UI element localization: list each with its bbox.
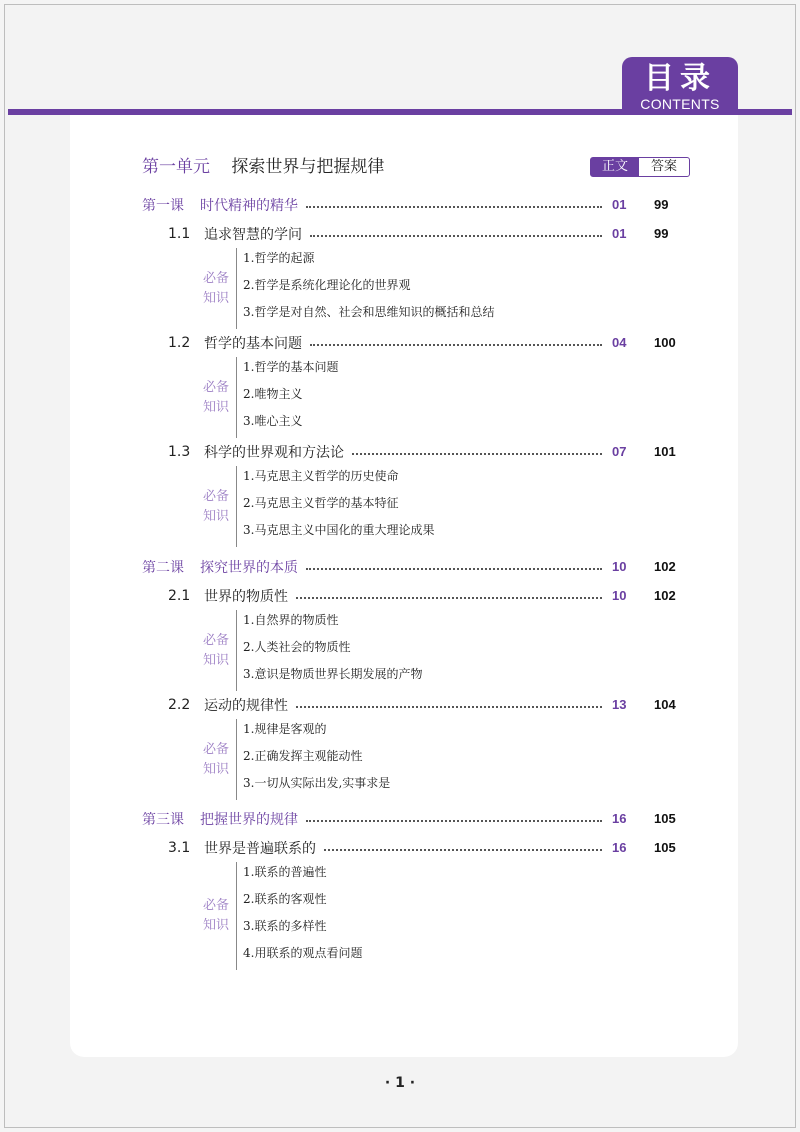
- lesson-page[interactable]: 16: [612, 811, 627, 826]
- section-page[interactable]: 07: [612, 444, 627, 459]
- lesson-page[interactable]: 01: [612, 197, 627, 212]
- knowledge-label: 知识: [202, 290, 229, 306]
- knowledge-bracket: [236, 719, 242, 800]
- knowledge-item: 1.哲学的起源: [243, 251, 315, 265]
- section-row[interactable]: [168, 695, 610, 715]
- lesson-row[interactable]: [142, 809, 610, 829]
- knowledge-item: 1.马克思主义哲学的历史使命: [243, 469, 399, 483]
- knowledge-label: 必备: [202, 741, 229, 757]
- knowledge-item: 1.联系的普遍性: [243, 865, 327, 879]
- section-number: 1.3: [168, 444, 191, 460]
- knowledge-label: 必备: [202, 270, 229, 286]
- section-page[interactable]: 10: [612, 588, 627, 603]
- knowledge-item: 1.哲学的基本问题: [243, 360, 339, 374]
- knowledge-label: 知识: [202, 652, 229, 668]
- section-answer-page[interactable]: 101: [654, 444, 676, 459]
- knowledge-item: 3.意识是物质世界长期发展的产物: [243, 667, 423, 681]
- section-title: 世界的物质性: [204, 589, 288, 605]
- lesson-title: 时代精神的精华: [200, 198, 298, 214]
- knowledge-bracket: [236, 610, 242, 691]
- section-number: 3.1: [168, 840, 191, 856]
- section-answer-page[interactable]: 104: [654, 697, 676, 712]
- lesson-title: 把握世界的规律: [200, 812, 298, 828]
- knowledge-item: 3.哲学是对自然、社会和思维知识的概括和总结: [243, 305, 495, 319]
- contents-subtitle: CONTENTS: [640, 96, 720, 112]
- legend-text-label: 正文: [591, 158, 639, 176]
- section-row[interactable]: [168, 333, 610, 353]
- section-number: 1.2: [168, 335, 191, 351]
- knowledge-label: 必备: [202, 898, 229, 913]
- leader-dots: [306, 206, 602, 208]
- unit-heading: [142, 155, 384, 179]
- knowledge-item: 2.哲学是系统化理论化的世界观: [243, 278, 411, 292]
- contents-title: 目录: [644, 61, 716, 96]
- lesson-label: 第三课: [142, 812, 184, 828]
- lesson-answer-page[interactable]: 99: [654, 197, 669, 212]
- page-number: · 1 ·: [384, 1075, 416, 1091]
- knowledge-label: 知识: [202, 761, 229, 777]
- knowledge-item: 2.唯物主义: [243, 387, 303, 401]
- knowledge-item: 2.联系的客观性: [243, 892, 327, 906]
- knowledge-label: 知识: [202, 918, 229, 933]
- section-title: 运动的规律性: [204, 698, 288, 714]
- section-number: 2.2: [168, 697, 191, 713]
- knowledge-label: 知识: [202, 508, 229, 524]
- knowledge-label: 必备: [202, 488, 229, 504]
- knowledge-bracket: [236, 862, 242, 970]
- knowledge-item: 1.规律是客观的: [243, 722, 327, 736]
- contents-tab: [622, 57, 738, 114]
- knowledge-item: 3.一切从实际出发,实事求是: [243, 776, 391, 790]
- leader-dots: [296, 706, 602, 708]
- section-answer-page[interactable]: 100: [654, 335, 676, 350]
- knowledge-item: 3.联系的多样性: [243, 919, 327, 933]
- section-page[interactable]: 16: [612, 840, 627, 855]
- knowledge-bracket: [236, 466, 242, 547]
- leader-dots: [306, 568, 602, 570]
- section-title: 世界是普遍联系的: [204, 841, 316, 857]
- knowledge-item: 2.马克思主义哲学的基本特征: [243, 496, 399, 510]
- section-answer-page[interactable]: 105: [654, 840, 676, 855]
- knowledge-item: 3.马克思主义中国化的重大理论成果: [243, 523, 435, 537]
- section-title: 追求智慧的学问: [204, 227, 302, 243]
- section-title: 科学的世界观和方法论: [204, 445, 344, 461]
- lesson-answer-page[interactable]: 102: [654, 559, 676, 574]
- section-number: 2.1: [168, 588, 191, 604]
- section-row[interactable]: [168, 586, 610, 606]
- leader-dots: [310, 235, 602, 237]
- knowledge-bracket: [236, 357, 242, 438]
- section-row[interactable]: [168, 224, 610, 244]
- leader-dots: [310, 344, 602, 346]
- legend-answer-label: 答案: [650, 159, 677, 174]
- leader-dots: [296, 597, 602, 599]
- knowledge-label: 必备: [202, 379, 229, 395]
- leader-dots: [324, 849, 602, 851]
- lesson-label: 第二课: [142, 560, 184, 576]
- knowledge-item: 2.正确发挥主观能动性: [243, 749, 363, 763]
- section-page[interactable]: 01: [612, 226, 627, 241]
- lesson-page[interactable]: 10: [612, 559, 627, 574]
- knowledge-label: 知识: [202, 399, 229, 415]
- section-title: 哲学的基本问题: [204, 336, 302, 352]
- lesson-row[interactable]: [142, 557, 610, 577]
- section-row[interactable]: [168, 838, 610, 858]
- section-number: 1.1: [168, 226, 191, 242]
- unit-name: 探索世界与把握规律: [231, 157, 385, 177]
- leader-dots: [352, 453, 602, 455]
- lesson-answer-page[interactable]: 105: [654, 811, 676, 826]
- section-row[interactable]: [168, 442, 610, 462]
- section-answer-page[interactable]: 99: [654, 226, 669, 241]
- section-page[interactable]: 04: [612, 335, 627, 350]
- knowledge-bracket: [236, 248, 242, 329]
- knowledge-item: 1.自然界的物质性: [243, 613, 339, 627]
- knowledge-label: 必备: [202, 632, 229, 648]
- page-legend: [590, 157, 690, 177]
- lesson-title: 探究世界的本质: [200, 560, 298, 576]
- knowledge-item: 4.用联系的观点看问题: [243, 946, 363, 960]
- lesson-row[interactable]: [142, 195, 610, 215]
- section-answer-page[interactable]: 102: [654, 588, 676, 603]
- knowledge-item: 3.唯心主义: [243, 414, 303, 428]
- unit-label: 第一单元: [142, 157, 210, 177]
- leader-dots: [306, 820, 602, 822]
- lesson-label: 第一课: [142, 198, 184, 214]
- knowledge-item: 2.人类社会的物质性: [243, 640, 351, 654]
- section-page[interactable]: 13: [612, 697, 627, 712]
